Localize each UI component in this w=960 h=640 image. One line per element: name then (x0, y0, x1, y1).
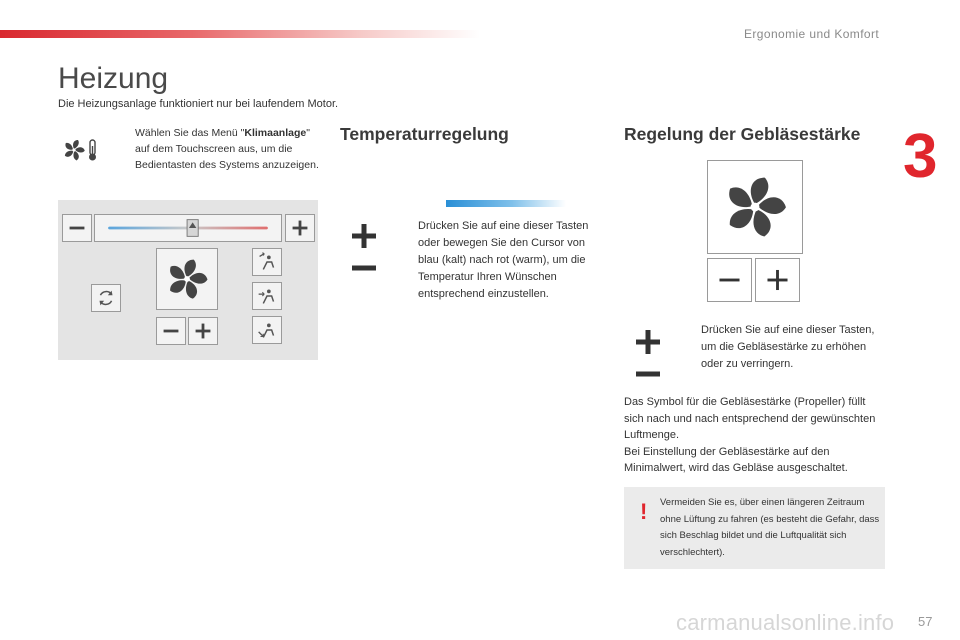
temperature-step-text: Drücken Sie auf eine dieser Tasten oder bewegen Sie den Cursor von blau (kalt) nach rot (warm), um die Temperatur Ihren Wünschen entsprechend einzustellen. (418, 220, 589, 300)
menu-step-text-before: Wählen Sie das Menü " (135, 127, 245, 139)
temperature-heading: Temperaturregelung (340, 124, 509, 144)
temperature-minus-button[interactable] (62, 214, 92, 242)
fan-minus-button[interactable] (156, 317, 186, 345)
recirculation-icon (92, 285, 120, 311)
recirculation-button[interactable] (91, 284, 121, 312)
plus-icon (756, 259, 799, 301)
blower-step-text: Drücken Sie auf eine dieser Tasten, um die Gebläsestärke zu erhöhen oder zu verringern. (701, 324, 875, 370)
warning-icon: ! (640, 499, 648, 524)
air-distribution-face-button[interactable] (252, 282, 282, 310)
menu-name-climate: Klimaanlage (244, 127, 307, 139)
temperature-slider[interactable] (94, 214, 282, 242)
air-distribution-icon (253, 249, 281, 275)
blower-minus-button[interactable] (707, 258, 752, 302)
plus-icon (189, 318, 217, 344)
plus-icon (350, 222, 378, 250)
fan-icon (157, 249, 217, 309)
fan-display (156, 248, 218, 310)
minus-icon (634, 360, 662, 388)
blower-plus-button[interactable] (755, 258, 800, 302)
air-distribution-icon (253, 283, 281, 309)
blower-fan-display (707, 160, 803, 254)
temperature-plus-button[interactable] (285, 214, 315, 242)
section-header: Ergonomie und Komfort (744, 27, 880, 41)
blower-description (624, 394, 886, 477)
warning-box (624, 487, 885, 569)
climate-menu-icon (62, 138, 100, 162)
air-distribution-feet-button[interactable] (252, 316, 282, 344)
air-distribution-icon (253, 317, 281, 343)
plus-icon (286, 215, 314, 241)
blower-step-item (701, 322, 887, 373)
temperature-cursor[interactable] (187, 220, 198, 237)
chapter-color-bar (0, 30, 480, 38)
fan-plus-button[interactable] (188, 317, 218, 345)
temperature-step-item (418, 218, 593, 303)
blower-paragraph-1: Das Symbol für die Gebläsestärke (Propeller) füllt sich nach und nach entsprechend der gewünschten Luftmenge. (624, 396, 876, 441)
minus-icon (157, 318, 185, 344)
menu-step-text-after: " auf dem Touchscreen aus, um die Bedientasten des Systems anzuzeigen. (135, 127, 319, 171)
minus-icon (350, 254, 378, 282)
air-distribution-windscreen-button[interactable] (252, 248, 282, 276)
chapter-number: 3 (903, 122, 938, 191)
watermark: carmanualsonline.info (676, 610, 895, 635)
warning-text: Vermeiden Sie es, über einen längeren Zeitraum ohne Lüftung zu fahren (es besteht die Gefahr, dass sich Beschlag bildet und die Luftqualität sich verschlechtert). (660, 497, 880, 558)
blower-heading: Regelung der Gebläsestärke (624, 124, 861, 144)
page-number: 57 (918, 614, 933, 629)
fan-icon (708, 161, 802, 253)
temperature-slider-track (95, 215, 281, 241)
thermometer-icon (89, 140, 96, 161)
minus-icon (708, 259, 751, 301)
page-title: Heizung (58, 62, 169, 95)
minus-icon (63, 215, 91, 241)
menu-step-item (135, 125, 321, 173)
intro-text: Die Heizungsanlage funktioniert nur bei laufendem Motor. (58, 98, 339, 110)
plus-icon (634, 328, 662, 356)
temperature-blue-bar (446, 200, 566, 207)
touchscreen-panel (58, 200, 318, 360)
blower-paragraph-2: Bei Einstellung der Gebläsestärke auf den Minimalwert, wird das Gebläse ausgeschaltet. (624, 445, 848, 474)
fan-icon (64, 140, 85, 161)
